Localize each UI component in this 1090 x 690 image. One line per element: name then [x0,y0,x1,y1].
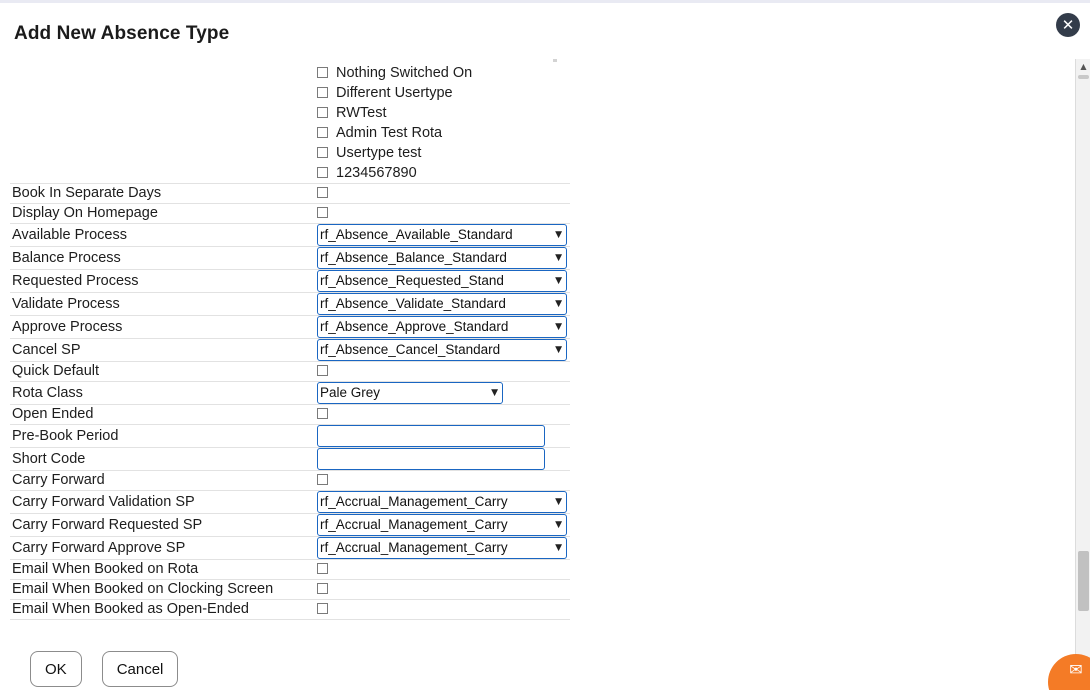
checkbox-label: Nothing Switched On [336,65,473,81]
checkbox-icon[interactable] [317,147,328,158]
usertype-row-2 [10,103,570,123]
vertical-scrollbar[interactable] [1075,59,1090,690]
cancel-button[interactable]: Cancel [102,651,179,687]
field-label-pre-book-period: Pre-Book Period [10,424,313,447]
checkbox-icon[interactable] [317,583,328,594]
field-carry-forward[interactable] [313,470,570,490]
usertype-row-1 [10,83,570,103]
scroll-up-arrow-icon[interactable]: ▲ [1076,59,1090,74]
carry-forward-requested-sp-select[interactable] [317,514,567,536]
usertype-row-3 [10,123,570,143]
table-row [10,513,570,536]
table-row [10,338,570,361]
field-short-code[interactable] [313,447,570,470]
chevron-down-icon: ▼ [555,252,562,263]
field-label-cancel-sp: Cancel SP [10,338,313,361]
field-cancel-sp[interactable] [313,338,570,361]
chevron-down-icon: ▼ [555,321,562,332]
chevron-down-icon: ▼ [555,229,562,240]
field-validate-process[interactable] [313,292,570,315]
checkbox-icon[interactable] [317,207,328,218]
checkbox-label: Admin Test Rota [336,125,443,141]
field-requested-process[interactable] [313,269,570,292]
field-label-book-in-separate-days: Book In Separate Days [10,183,313,203]
chevron-down-icon: ▼ [555,298,562,309]
spacer-cell [10,103,313,123]
field-label-quick-default: Quick Default [10,361,313,381]
field-label-requested-process: Requested Process [10,269,313,292]
field-label-validate-process: Validate Process [10,292,313,315]
field-display-on-homepage[interactable] [313,203,570,223]
field-carry-forward-validation-sp[interactable] [313,490,570,513]
chevron-down-icon: ▼ [555,542,562,553]
field-label-available-process: Available Process [10,223,313,246]
checkbox-label: RWTest [336,105,387,121]
checkbox-label: Usertype test [336,145,422,161]
table-row [10,223,570,246]
field-available-process[interactable] [313,223,570,246]
usertype-checkbox-rwtest[interactable] [313,103,570,123]
table-row [10,404,570,424]
checkbox-label: 1234567890 [336,164,417,181]
table-row [10,183,570,203]
table-row [10,361,570,381]
table-row [10,447,570,470]
dialog-actions [30,651,178,687]
requested-process-select[interactable] [317,270,567,292]
field-label-short-code: Short Code [10,447,313,470]
usertype-row-0 [10,63,570,83]
field-open-ended[interactable] [313,404,570,424]
checkbox-icon[interactable] [317,127,328,138]
spacer-cell [10,123,313,143]
field-label-email-when-booked-on-rota: Email When Booked on Rota [10,559,313,579]
checkbox-icon[interactable] [317,474,328,485]
table-row [10,599,570,619]
scrollbar-thumb-top[interactable] [1078,75,1089,79]
field-label-carry-forward-requested-sp: Carry Forward Requested SP [10,513,313,536]
field-label-carry-forward-validation-sp: Carry Forward Validation SP [10,490,313,513]
table-row [10,424,570,447]
carry-forward-approve-sp-select[interactable] [317,537,567,559]
field-quick-default[interactable] [313,361,570,381]
chevron-down-icon: ▼ [555,496,562,507]
spacer-cell [10,83,313,103]
field-label-open-ended: Open Ended [10,404,313,424]
checkbox-icon[interactable] [317,365,328,376]
ok-button[interactable]: OK [30,651,82,687]
checkbox-icon[interactable] [317,107,328,118]
usertype-row-4 [10,143,570,163]
close-icon[interactable]: ✕ [1056,13,1080,37]
page-title: Add New Absence Type [14,23,230,44]
usertype-checkbox-1234567890[interactable] [313,163,570,183]
chevron-down-icon: ▼ [555,275,562,286]
checkbox-icon[interactable] [317,603,328,614]
usertype-checkbox-usertype-test[interactable] [313,143,570,163]
table-row [10,579,570,599]
column-tick-mark [553,59,557,62]
available-process-select[interactable] [317,224,567,246]
usertype-checkbox-nothing-switched-on[interactable] [313,63,570,83]
chevron-down-icon: ▼ [491,387,498,398]
field-approve-process[interactable] [313,315,570,338]
balance-process-select[interactable] [317,247,567,269]
checkbox-icon[interactable] [317,87,328,98]
chevron-down-icon: ▼ [555,519,562,530]
rota-class-select[interactable] [317,382,503,404]
field-label-rota-class: Rota Class [10,381,313,404]
table-row [10,490,570,513]
field-label-balance-process: Balance Process [10,246,313,269]
table-row [10,559,570,579]
scrollbar-thumb[interactable] [1078,551,1089,611]
checkbox-icon[interactable] [317,67,328,78]
field-label-carry-forward: Carry Forward [10,470,313,490]
chevron-down-icon: ▼ [555,344,562,355]
pre-book-period-input[interactable] [317,425,545,447]
chat-icon[interactable]: ✉ [1048,654,1090,690]
field-label-email-when-booked-on-clocking-screen: Email When Booked on Clocking Screen [10,579,313,599]
checkbox-icon[interactable] [317,563,328,574]
cancel-sp-select[interactable] [317,339,567,361]
checkbox-icon[interactable] [317,167,328,178]
table-row [10,203,570,223]
field-label-carry-forward-approve-sp: Carry Forward Approve SP [10,536,313,559]
field-balance-process[interactable] [313,246,570,269]
field-label-approve-process: Approve Process [10,315,313,338]
approve-process-select[interactable] [317,316,567,338]
spacer-cell [10,63,313,83]
table-row [10,292,570,315]
usertype-row-5 [10,163,570,183]
validate-process-select[interactable] [317,293,567,315]
field-label-display-on-homepage: Display On Homepage [10,203,313,223]
field-rota-class[interactable] [313,381,570,404]
field-carry-forward-approve-sp[interactable] [313,536,570,559]
checkbox-label: Different Usertype [336,85,453,101]
table-row [10,536,570,559]
checkbox-icon[interactable] [317,187,328,198]
field-email-when-booked-on-clocking-screen[interactable] [313,579,570,599]
spacer-cell [10,143,313,163]
field-carry-forward-requested-sp[interactable] [313,513,570,536]
usertype-checkbox-admin-test-rota[interactable] [313,123,570,143]
table-row [10,381,570,404]
absence-type-form [10,63,570,620]
carry-forward-validation-sp-select[interactable] [317,491,567,513]
table-row [10,470,570,490]
field-book-in-separate-days[interactable] [313,183,570,203]
table-row [10,246,570,269]
checkbox-icon[interactable] [317,408,328,419]
field-email-when-booked-on-rota[interactable] [313,559,570,579]
field-pre-book-period[interactable] [313,424,570,447]
field-label-email-when-booked-as-open-ended: Email When Booked as Open-Ended [10,599,313,619]
field-email-when-booked-as-open-ended[interactable] [313,599,570,619]
spacer-cell [10,163,313,183]
short-code-input[interactable] [317,448,545,470]
usertype-checkbox-different-usertype[interactable] [313,83,570,103]
table-row [10,315,570,338]
table-row [10,269,570,292]
